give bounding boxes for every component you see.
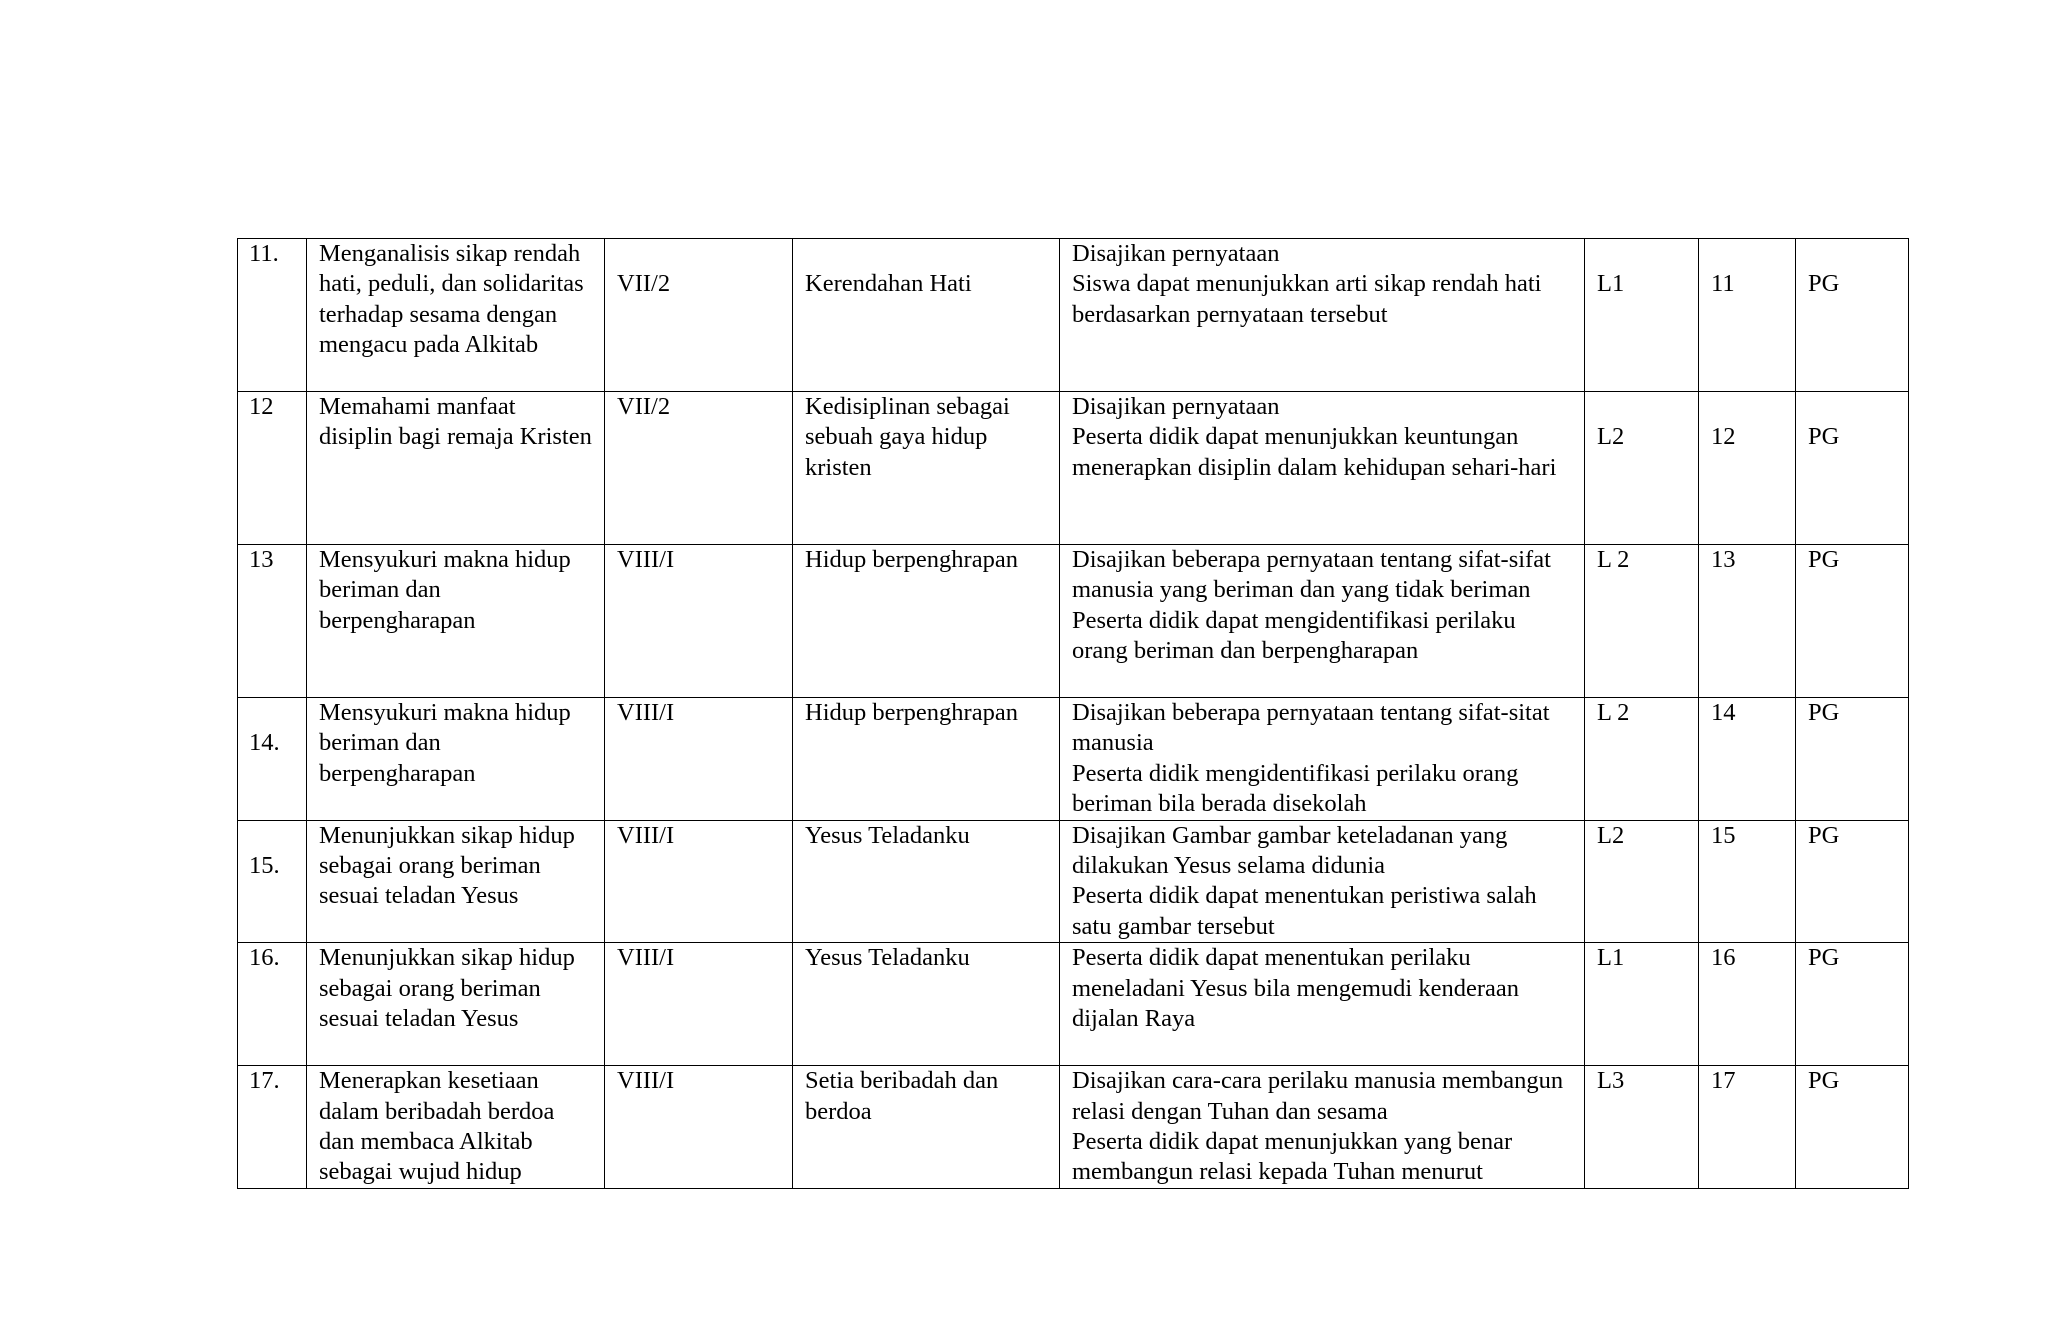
materi-cell: Yesus Teladanku bbox=[793, 820, 1060, 943]
table-row bbox=[238, 392, 1909, 545]
indikator-line: Disajikan pernyataan bbox=[1072, 240, 1280, 267]
table-row bbox=[238, 943, 1909, 1066]
nomor-text: 12 bbox=[1711, 423, 1736, 450]
kelas-cell: VIII/I bbox=[605, 943, 793, 1066]
nomor-text: 11 bbox=[1711, 270, 1735, 297]
nomor-cell bbox=[1699, 392, 1796, 545]
kelas-cell bbox=[605, 239, 793, 392]
bentuk-cell bbox=[1796, 392, 1909, 545]
row-number: 11. bbox=[238, 239, 307, 392]
indikator-line: Siswa dapat menunjukkan arti sikap rendah hati berdasarkan pernyataan tersebut bbox=[1072, 270, 1542, 328]
kompetensi-cell: Mensyukuri makna hidup beriman dan berpengharapan bbox=[307, 545, 605, 698]
indikator-line: Peserta didik dapat menentukan perilaku meneladani Yesus bila mengemudi kenderaan dijalan Raya bbox=[1072, 944, 1520, 1033]
indikator-line: Disajikan cara-cara perilaku manusia membangun relasi dengan Tuhan dan sesama bbox=[1072, 1067, 1564, 1125]
indikator-line: Disajikan beberapa pernyataan tentang sifat-sifat manusia yang beriman dan yang tidak beriman bbox=[1072, 546, 1551, 604]
level-text: L1 bbox=[1597, 270, 1625, 297]
kelas-cell: VIII/I bbox=[605, 820, 793, 943]
kompetensi-cell: Menganalisis sikap rendah hati, peduli, dan solidaritas terhadap sesama dengan mengacu pada Alkitab bbox=[307, 239, 605, 392]
bentuk-cell: PG bbox=[1796, 820, 1909, 943]
bentuk-cell: PG bbox=[1796, 545, 1909, 698]
level-text: L2 bbox=[1597, 423, 1625, 450]
level-cell bbox=[1585, 392, 1699, 545]
indikator-cell bbox=[1060, 1066, 1585, 1189]
materi-cell bbox=[793, 239, 1060, 392]
kompetensi-cell: Mensyukuri makna hidup beriman dan berpengharapan bbox=[307, 698, 605, 821]
row-number bbox=[238, 698, 307, 821]
bentuk-text: PG bbox=[1808, 423, 1840, 450]
row-number: 13 bbox=[238, 545, 307, 698]
kelas-cell: VIII/I bbox=[605, 1066, 793, 1189]
nomor-cell: 16 bbox=[1699, 943, 1796, 1066]
table-row bbox=[238, 820, 1909, 943]
materi-cell: Setia beribadah dan berdoa bbox=[793, 1066, 1060, 1189]
kompetensi-cell: Menunjukkan sikap hidup sebagai orang beriman sesuai teladan Yesus bbox=[307, 820, 605, 943]
row-number: 12 bbox=[238, 392, 307, 545]
row-number-text: 15. bbox=[249, 851, 280, 879]
bentuk-cell: PG bbox=[1796, 943, 1909, 1066]
materi-cell: Hidup berpenghrapan bbox=[793, 698, 1060, 821]
materi-cell: Hidup berpenghrapan bbox=[793, 545, 1060, 698]
indikator-cell bbox=[1060, 698, 1585, 821]
indikator-line: Disajikan pernyataan bbox=[1072, 393, 1280, 420]
kelas-cell: VIII/I bbox=[605, 545, 793, 698]
indikator-cell bbox=[1060, 545, 1585, 698]
kelas-cell: VII/2 bbox=[605, 392, 793, 545]
level-cell: L3 bbox=[1585, 1066, 1699, 1189]
level-cell: L 2 bbox=[1585, 698, 1699, 821]
table-row bbox=[238, 1066, 1909, 1189]
level-cell: L 2 bbox=[1585, 545, 1699, 698]
row-number bbox=[238, 820, 307, 943]
bentuk-cell: PG bbox=[1796, 698, 1909, 821]
indikator-line: Peserta didik dapat mengidentifikasi perilaku orang beriman dan berpengharapan bbox=[1072, 606, 1516, 665]
indikator-line: Peserta didik dapat menunjukkan yang benar membangun relasi kepada Tuhan menurut bbox=[1072, 1128, 1513, 1186]
table-row bbox=[238, 545, 1909, 698]
bentuk-cell bbox=[1796, 239, 1909, 392]
indikator-cell bbox=[1060, 239, 1585, 392]
nomor-cell: 14 bbox=[1699, 698, 1796, 821]
row-number: 17. bbox=[238, 1066, 307, 1189]
nomor-cell bbox=[1699, 239, 1796, 392]
kompetensi-cell: Menerapkan kesetiaan dalam beribadah berdoa dan membaca Alkitab sebagai wujud hidup bbox=[307, 1066, 605, 1189]
kompetensi-cell: Memahami manfaat disiplin bagi remaja Kristen bbox=[307, 392, 605, 545]
row-number-text: 14. bbox=[249, 729, 280, 756]
level-cell: L2 bbox=[1585, 820, 1699, 943]
nomor-cell: 13 bbox=[1699, 545, 1796, 698]
level-cell: L1 bbox=[1585, 943, 1699, 1066]
indikator-line: Peserta didik mengidentifikasi perilaku orang beriman bila berada disekolah bbox=[1072, 759, 1519, 818]
indikator-line: Peserta didik dapat menentukan peristiwa salah satu gambar tersebut bbox=[1072, 882, 1537, 940]
bentuk-cell: PG bbox=[1796, 1066, 1909, 1189]
kelas-text: VII/2 bbox=[617, 270, 671, 297]
indikator-line: Disajikan beberapa pernyataan tentang sifat-sitat manusia bbox=[1072, 699, 1550, 757]
bentuk-text: PG bbox=[1808, 270, 1840, 297]
level-cell bbox=[1585, 239, 1699, 392]
kelas-cell: VIII/I bbox=[605, 698, 793, 821]
materi-cell: Yesus Teladanku bbox=[793, 943, 1060, 1066]
table-row bbox=[238, 698, 1909, 821]
materi-cell: Kedisiplinan sebagai sebuah gaya hidup kristen bbox=[793, 392, 1060, 545]
table-row bbox=[238, 239, 1909, 392]
nomor-cell: 17 bbox=[1699, 1066, 1796, 1189]
materi-text: Kerendahan Hati bbox=[805, 270, 972, 297]
indikator-cell bbox=[1060, 820, 1585, 943]
indikator-cell bbox=[1060, 392, 1585, 545]
indikator-line: Disajikan Gambar gambar keteladanan yang dilakukan Yesus selama didunia bbox=[1072, 821, 1508, 880]
kompetensi-cell: Menunjukkan sikap hidup sebagai orang beriman sesuai teladan Yesus bbox=[307, 943, 605, 1066]
nomor-cell: 15 bbox=[1699, 820, 1796, 943]
indikator-line: Peserta didik dapat menunjukkan keuntungan menerapkan disiplin dalam kehidupan sehari-hari bbox=[1072, 423, 1557, 481]
row-number: 16. bbox=[238, 943, 307, 1066]
kisi-kisi-table bbox=[237, 238, 1909, 1189]
indikator-cell bbox=[1060, 943, 1585, 1066]
